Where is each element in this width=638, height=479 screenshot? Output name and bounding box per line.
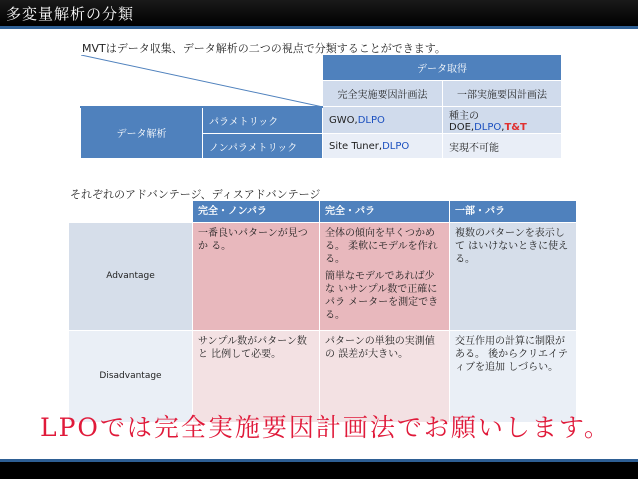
advantage-table [68, 200, 577, 423]
header-partial-param: 一部・パラ [450, 201, 577, 223]
cell-nonparametric-full: Site Tuner,DLPO [323, 134, 443, 159]
cell-advantage-1: 一番良いパターンが見つか る。 [193, 223, 320, 331]
cell-nonparametric-partial: 実現不可能 [443, 134, 562, 159]
diagonal-corner [81, 55, 323, 107]
cell-parametric-partial: 種主のDOE,DLPO,T&T [443, 107, 562, 134]
title-bar [0, 0, 638, 26]
diagonal-line [81, 55, 323, 107]
cell-disadvantage-1: サンプル数がパターン数と 比例して必要。 [193, 331, 320, 423]
header-full-param: 完全・パラ [320, 201, 450, 223]
empty-corner [69, 201, 193, 223]
cell-advantage-2: 全体の傾向を早くつかめる。 柔軟にモデルを作れる。 簡単なモデルであれば少な いサンプル数で正確にパラ メーターを測定できる。 [320, 223, 450, 331]
title-rule [0, 26, 638, 29]
classification-table [80, 54, 562, 159]
data-analysis-label: データ解析 [81, 107, 203, 159]
col-header-full: 完全実施要因計画法 [323, 81, 443, 107]
cell-advantage-3: 複数のパターンを表示して はいけないときに使える。 [450, 223, 577, 331]
row-label-disadvantage: Disadvantage [69, 331, 193, 423]
cell-disadvantage-2: パターンの単独の実測値の 誤差が大きい。 [320, 331, 450, 423]
closing-note: LPOでは完全実施要因計画法でお願いします。 [40, 413, 611, 442]
col-header-partial: 一部実施要因計画法 [443, 81, 562, 107]
bottom-bar [0, 462, 638, 479]
subtitle-text: それぞれのアドバンテージ、ディスアドバンテージ [70, 188, 321, 201]
row-label-nonparametric: ノンパラメトリック [203, 134, 323, 159]
row-label-advantage: Advantage [69, 223, 193, 331]
cell-parametric-full: GWO,DLPO [323, 107, 443, 134]
header-full-nonparam: 完全・ノンパラ [193, 201, 320, 223]
row-label-parametric: パラメトリック [203, 107, 323, 134]
page-title: 多変量解析の分類 [6, 5, 135, 23]
cell-disadvantage-3: 交互作用の計算に制限が ある。 後からクリエイティブを追加 しづらい。 [450, 331, 577, 423]
data-acquisition-header: データ取得 [323, 55, 562, 81]
intro-text: MVTはデータ収集、データ解析の二つの視点で分類することができます。 [82, 42, 446, 55]
